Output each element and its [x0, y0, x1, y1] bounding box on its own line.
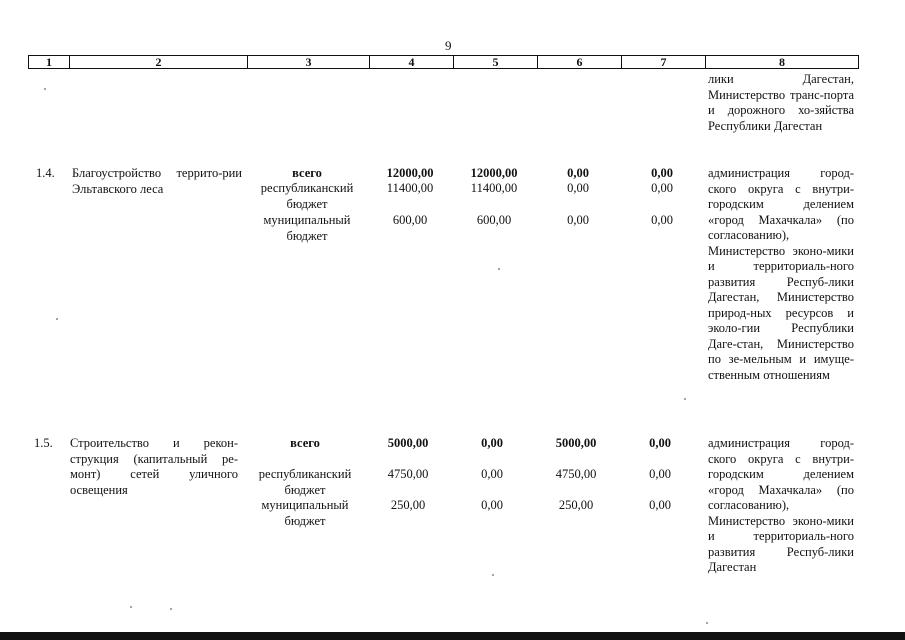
value-col-5: 11400,00 [470, 181, 518, 195]
source-name: всего [290, 436, 320, 450]
row-executors: администрация город-ского округа с внутри-городским делением «город Махачкала» (по согласованию), Министерство эконо-мики и территориаль-ного развития Респуб-лики Дагестан [708, 436, 854, 574]
value-col-6: 0,00 [567, 166, 589, 180]
value-col-6: 250,00 [558, 498, 594, 512]
value-col-4: 11400,00 [386, 181, 434, 195]
value-col-4: 600,00 [392, 213, 428, 227]
source-name: муниципальный бюджет [261, 498, 349, 528]
header-col-1: 1 [46, 55, 52, 69]
value-col-5: 0,00 [481, 467, 503, 481]
row-number: 1.5. [34, 436, 53, 450]
scan-speck [130, 606, 132, 608]
scan-speck [706, 622, 708, 624]
value-col-7: 0,00 [649, 436, 671, 450]
source-name: республиканский бюджет [258, 467, 352, 497]
value-col-5: 0,00 [481, 436, 503, 450]
row-number: 1.4. [36, 166, 55, 180]
header-col-5: 5 [453, 56, 537, 68]
value-col-6: 4750,00 [555, 467, 597, 481]
value-col-4: 250,00 [390, 498, 426, 512]
value-col-5: 0,00 [481, 498, 503, 512]
scan-bottom-edge [0, 632, 905, 640]
continuation-executors: лики Дагестан, Министерство транс-порта и дорожного хо-зяйства Республики Дагестан [708, 72, 854, 133]
value-col-7: 0,00 [651, 166, 673, 180]
header-col-8: 8 [705, 56, 858, 68]
table-header-row [28, 55, 859, 69]
scan-speck [170, 608, 172, 610]
source-name: муниципальный бюджет [263, 213, 351, 243]
scan-speck [44, 88, 46, 90]
page-number: 9 [445, 38, 452, 53]
header-col-2: 2 [69, 56, 247, 68]
value-col-6: 0,00 [567, 181, 589, 195]
value-col-4: 4750,00 [387, 467, 429, 481]
value-col-6: 5000,00 [555, 436, 597, 450]
scan-speck [56, 318, 58, 320]
header-col-6: 6 [537, 56, 621, 68]
header-col-7: 7 [621, 56, 705, 68]
value-col-7: 0,00 [649, 498, 671, 512]
value-col-6: 0,00 [567, 213, 589, 227]
row-executors: администрация город-ского округа с внутри-городским делением «город Махачкала» (по согласованию), Министерство эконо-мики и территориаль-ного развития Респуб-лики Дагестан, Министерство природ-ных ресурсов и эколо-гии Республики Даге-стан, Министерство по зе-мельным и имуще-ственным отношениям [708, 166, 854, 382]
row-title: Строительство и рекон-струкция (капитальный ре-монт) сетей уличного освещения [70, 436, 238, 497]
value-col-7: 0,00 [651, 213, 673, 227]
value-col-7: 0,00 [649, 467, 671, 481]
source-name: республиканский бюджет [260, 181, 354, 211]
value-col-4: 12000,00 [386, 166, 434, 180]
scan-speck [498, 268, 500, 270]
header-col-4: 4 [369, 56, 453, 68]
row-title: Благоустройство террито-рии Эльтавского леса [72, 166, 242, 196]
scan-speck [492, 574, 494, 576]
value-col-5: 12000,00 [470, 166, 518, 180]
scan-speck [684, 398, 686, 400]
value-col-4: 5000,00 [387, 436, 429, 450]
value-col-5: 600,00 [476, 213, 512, 227]
header-col-3: 3 [247, 56, 369, 68]
source-name: всего [292, 166, 322, 180]
value-col-7: 0,00 [651, 181, 673, 195]
